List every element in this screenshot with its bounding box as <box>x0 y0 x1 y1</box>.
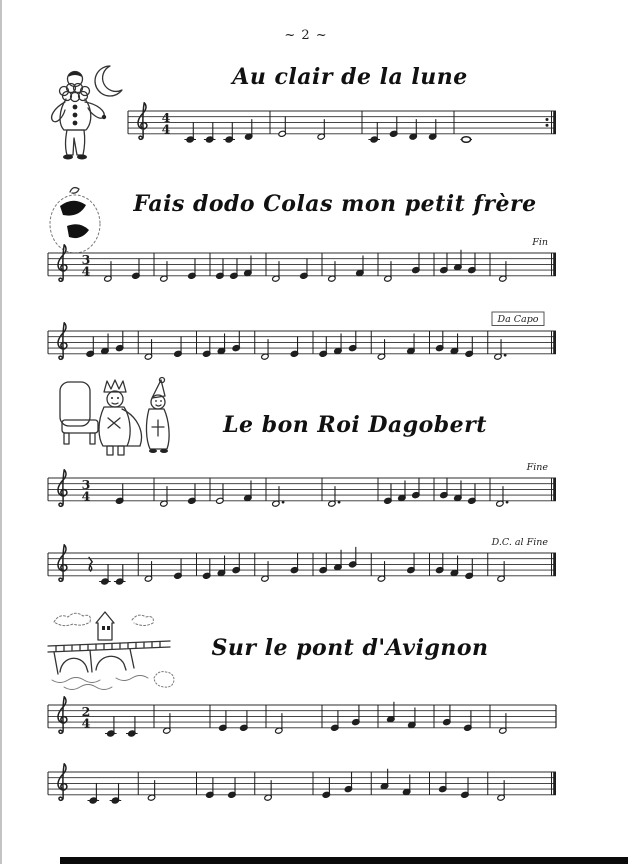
song-title-au-clair-de-la-lune: Au clair de la lune <box>232 64 468 90</box>
svg-text:D.C. al Fine: D.C. al Fine <box>491 537 548 548</box>
svg-text:3: 3 <box>81 252 91 268</box>
svg-text:4: 4 <box>81 488 91 504</box>
svg-text:4: 4 <box>161 121 171 137</box>
svg-text:4: 4 <box>81 263 91 279</box>
svg-text:4: 4 <box>81 715 91 731</box>
svg-text:2: 2 <box>81 704 91 720</box>
svg-text:Fine: Fine <box>526 462 548 473</box>
page-number: ~ 2 ~ <box>284 28 328 43</box>
song-title-fais-dodo: Fais dodo Colas mon petit frère <box>133 191 537 217</box>
song-title-pont-avignon: Sur le pont d'Avignon <box>211 635 489 661</box>
song-title-roi-dagobert: Le bon Roi Dagobert <box>223 412 487 438</box>
svg-text:Da Capo: Da Capo <box>497 314 539 325</box>
svg-text:Fin: Fin <box>532 237 548 248</box>
svg-text:4: 4 <box>161 110 171 126</box>
svg-text:3: 3 <box>81 477 91 493</box>
scan-bottom-bar-artifact <box>60 857 628 864</box>
